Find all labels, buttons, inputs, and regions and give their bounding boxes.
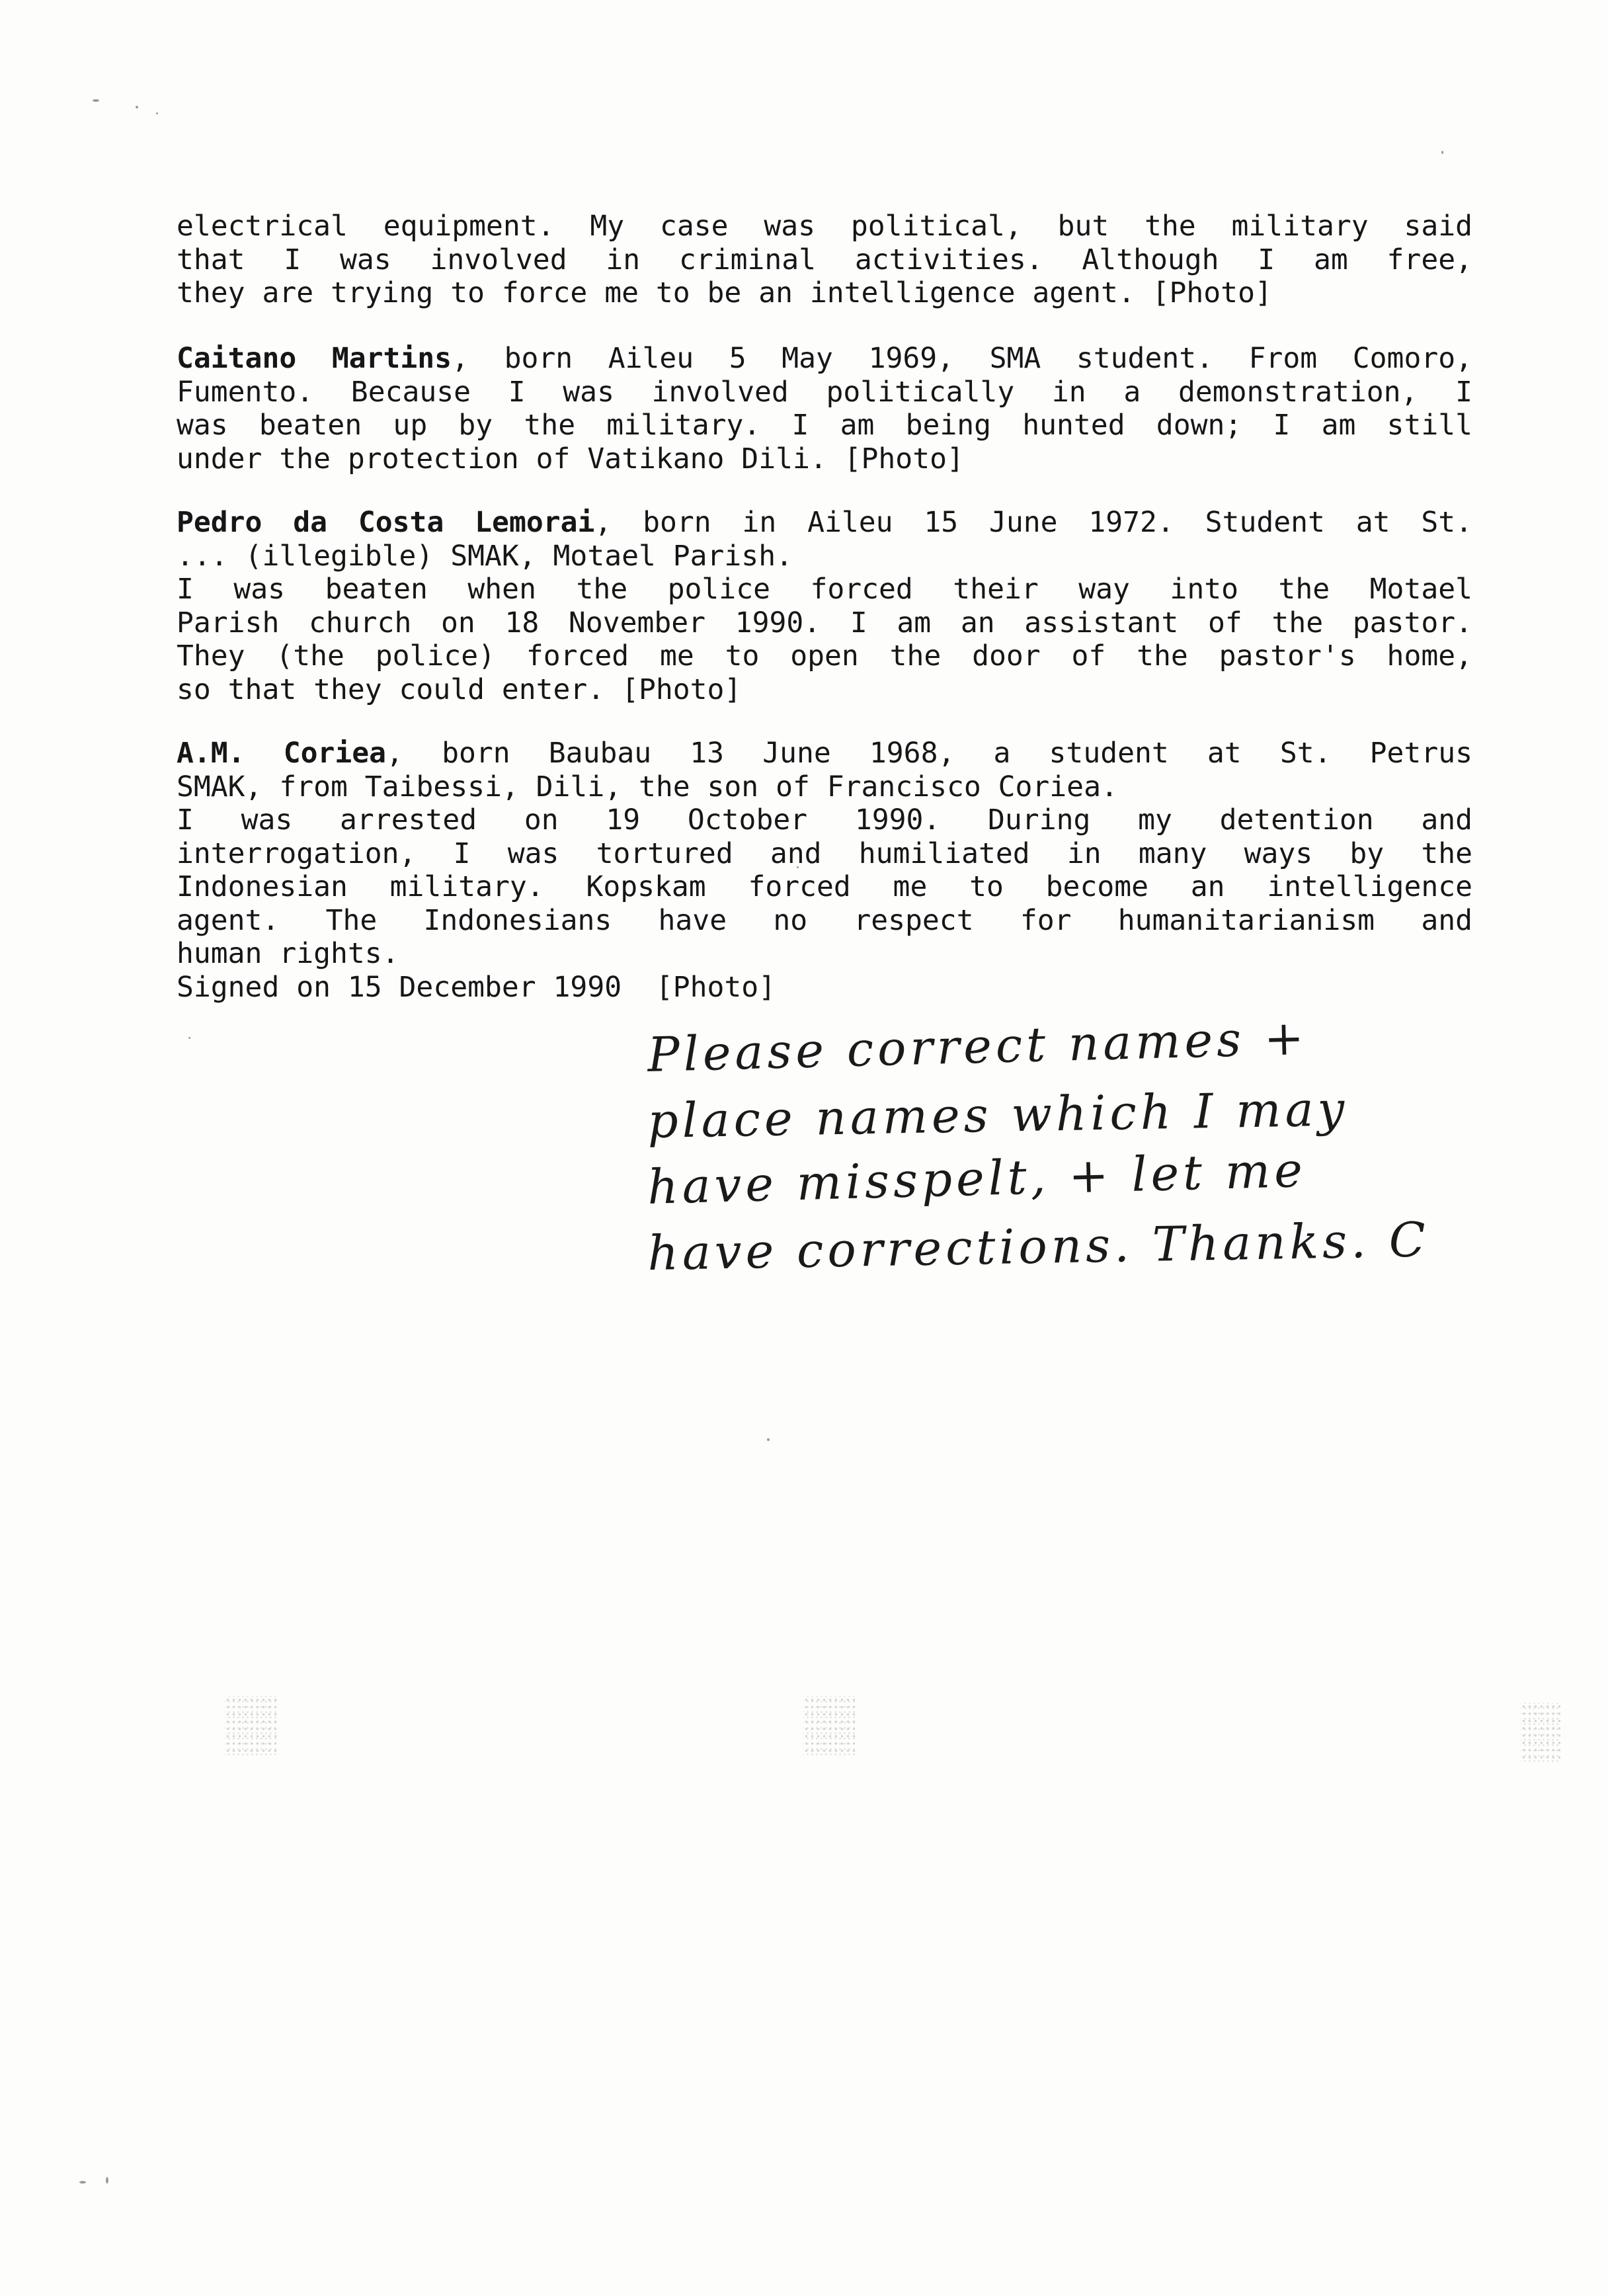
testimony-am-coriea <box>177 737 1472 1004</box>
person-name: Caitano Martins <box>177 342 452 375</box>
text-line: human rights. <box>177 937 399 970</box>
line-text: , born Aileu 5 May 1969, SMA student. From Comoro, <box>452 342 1472 375</box>
line-text: , born in Aileu 15 June 1972. Student at St. <box>594 506 1472 539</box>
text-line: so that they could enter. [Photo] <box>177 673 742 706</box>
signature-line: Signed on 15 December 1990 [Photo] <box>177 970 776 1004</box>
text-line: Parish church on 18 November 1990. I am an assistant of the pastor. <box>177 606 1472 639</box>
text-line: interrogation, I was tortured and humiliated in many ways by the <box>177 837 1472 870</box>
text-line: I was beaten when the police forced their way into the Motael <box>177 573 1472 606</box>
scan-speck <box>79 2181 86 2184</box>
text-line: ... (illegible) SMAK, Motael Parish. <box>177 539 793 573</box>
text-line: electrical equipment. My case was political, but the military said <box>177 210 1472 243</box>
text-line <box>177 506 1472 540</box>
text-line: agent. The Indonesians have no respect for humanitarianism and <box>177 903 1472 937</box>
handwritten-line: Please correct names + <box>647 1009 1309 1083</box>
text-line: they are trying to force me to be an intelligence agent. [Photo] <box>177 276 1272 309</box>
scan-noise <box>1521 1703 1560 1762</box>
person-name: Pedro da Costa Lemorai <box>177 506 595 539</box>
scan-speck <box>106 2177 108 2184</box>
scan-speck <box>188 1037 190 1039</box>
text-line: was beaten up by the military. I am being hunted down; I am still <box>177 409 1472 442</box>
text-line: Fumento. Because I was involved politically in a demonstration, I <box>177 375 1472 409</box>
text-line <box>177 737 1472 770</box>
scan-noise <box>803 1696 856 1756</box>
handwritten-note-svg <box>647 1009 1508 1296</box>
scan-speck <box>1441 151 1443 154</box>
handwritten-line: have corrections. Thanks. C <box>647 1211 1430 1281</box>
scan-speck <box>136 106 138 108</box>
scan-speck <box>767 1438 770 1441</box>
text-line: SMAK, from Taibessi, Dili, the son of Francisco Coriea. <box>177 770 1118 803</box>
text-line: under the protection of Vatikano Dili. [Photo] <box>177 442 964 475</box>
scan-noise <box>225 1696 278 1756</box>
handwritten-note <box>647 1009 1508 1296</box>
handwritten-line: place names which I may <box>647 1081 1349 1149</box>
scan-speck <box>93 99 99 102</box>
text-line <box>177 342 1472 376</box>
line-text: , born Baubau 13 June 1968, a student at St. Petrus <box>386 737 1472 770</box>
text-line: I was arrested on 19 October 1990. During my detention and <box>177 803 1472 837</box>
text-line: They (the police) forced me to open the door of the pastor's home, <box>177 639 1472 673</box>
handwritten-line: have misspelt, + let me <box>647 1141 1307 1215</box>
testimony-pedro-da-costa-lemorai <box>177 506 1472 706</box>
person-name: A.M. Coriea <box>177 737 387 770</box>
text-line: Indonesian military. Kopskam forced me to become an intelligence <box>177 870 1472 903</box>
text-line: that I was involved in criminal activities. Although I am free, <box>177 243 1472 276</box>
testimony-paragraph-continued <box>177 210 1472 310</box>
testimony-caitano-martins <box>177 342 1472 475</box>
scan-speck <box>156 112 158 114</box>
